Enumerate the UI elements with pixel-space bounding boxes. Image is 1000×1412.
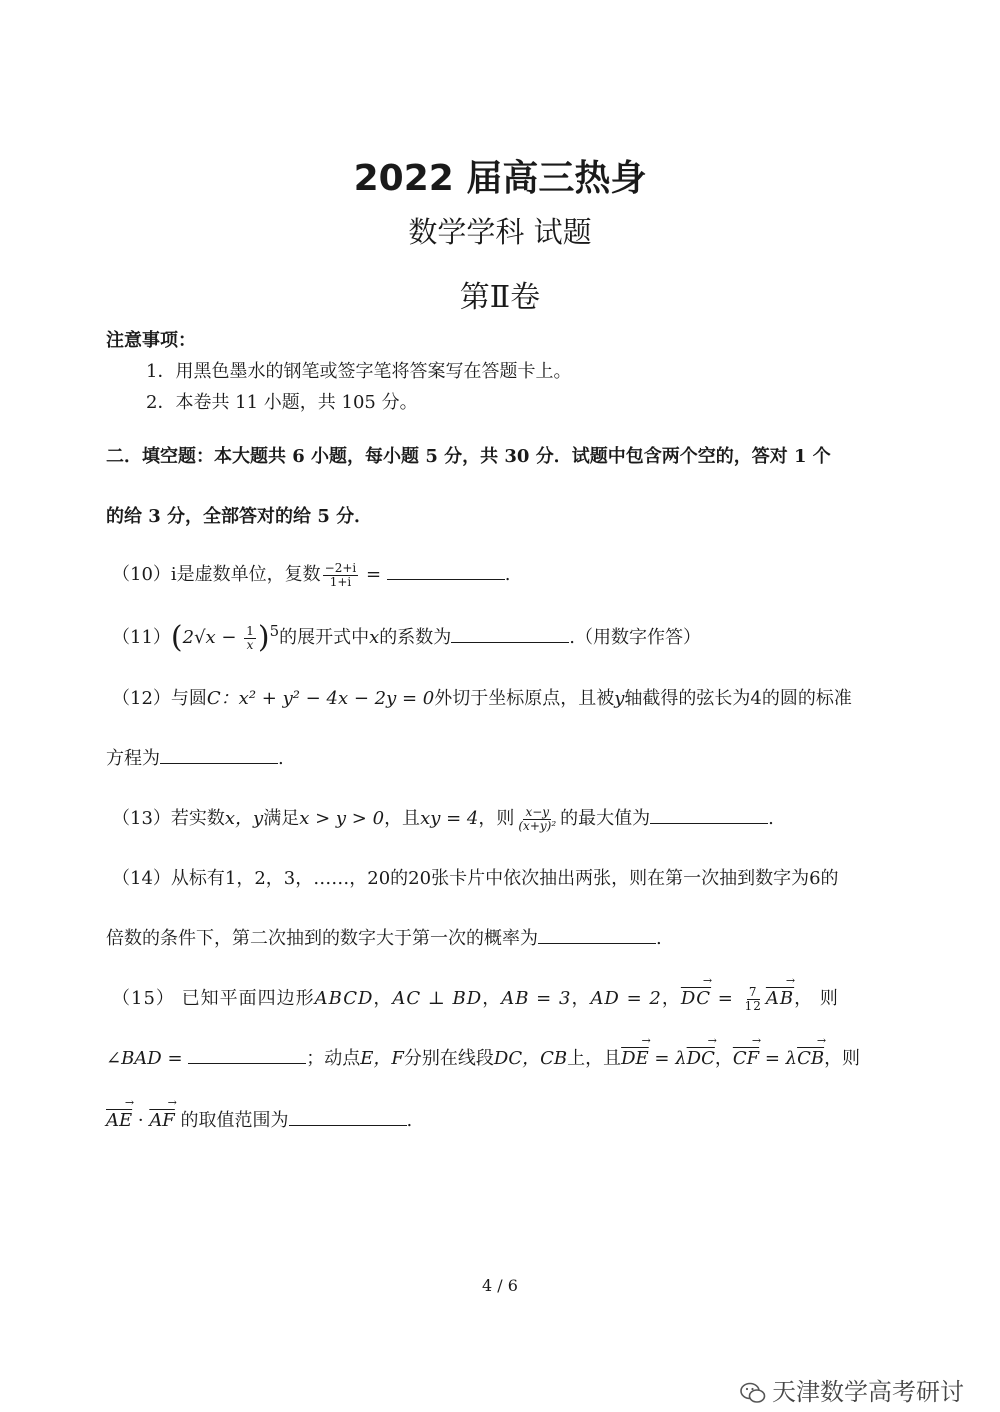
fraction: $\frac{x-y}{\text{(x+y)²}}$ [518, 804, 557, 833]
question-15-line3: $\overline{AE}$ → · $\overline{AF}$ → 的取值范围为 . [106, 1106, 412, 1132]
question-number: （11） [112, 627, 171, 648]
answer-blank[interactable] [387, 565, 505, 580]
watermark: 天津数学高考研讨 [740, 1372, 964, 1407]
section-instructions-line1: 二．填空题：本大题共 6 小题，每小题 5 分，共 30 分．试题中包含两个空的，答对 1 个 [106, 446, 831, 467]
page-number: 4 / 6 [482, 1276, 518, 1295]
wechat-icon [740, 1382, 766, 1404]
vector-de: $\overline{DE}$ → [621, 1048, 649, 1069]
vector-ae: $\overline{AE}$ → [106, 1110, 132, 1131]
question-13: （13）若实数x，y满足x > y > 0，且xy = 4，则 $\frac{x-y}{\text{(x+y)²}}$ 的最大值为 . [112, 804, 774, 833]
question-number: （15） [112, 988, 175, 1009]
question-number: （12） [112, 688, 171, 709]
exam-subtitle: 数学学科 试题 [408, 215, 592, 249]
fraction: $\frac{1}{x}$ [246, 623, 254, 652]
answer-blank[interactable] [160, 749, 278, 764]
question-number: （13） [112, 808, 171, 829]
answer-blank[interactable] [650, 809, 768, 824]
answer-blank[interactable] [451, 628, 569, 643]
section-instructions-line2: 的给 3 分，全部答对的给 5 分． [106, 506, 373, 527]
vector-dc: $\overline{DC}$ → [681, 988, 711, 1009]
question-15-line2: ∠BAD = ；动点E，F分别在线段DC，CB上，且$\overline{DE}$ → = $\lambda\overline{DC}$ →，$\overline{CF}$ → = $\lambda\overline{CB}$ →，则 [106, 1044, 860, 1070]
answer-blank[interactable] [289, 1111, 407, 1126]
answer-blank[interactable] [188, 1049, 306, 1064]
fraction: $\frac{-2+i}{1+i}$ [324, 560, 357, 589]
question-14-line2: 倍数的条件下，第二次抽到的数字大于第一次的概率为 . [106, 928, 662, 949]
question-14: （14）从标有1，2，3，……，20的20张卡片中依次抽出两张，则在第一次抽到数字为6的 [112, 868, 839, 889]
exam-title: 2022 届高三热身 [353, 158, 647, 199]
question-15: （15） 已知平面四边形ABCD，AC ⊥ BD，AB = 3，AD = 2，$\overline{DC}$ → = $\frac{7}{12}$ $\overline{AB}$ →， 则 [112, 984, 839, 1013]
vector-dc: $\overline{DC}$ → [687, 1048, 715, 1069]
vector-cf: $\overline{CF}$ → [733, 1048, 759, 1069]
question-11: （11）(2√x − $\frac{1}{x}$ )$^5$的展开式中x的系数为 .（用数字作答） [112, 620, 702, 655]
question-12: （12）与圆C：x² + y² − 4x − 2y = 0外切于坐标原点，且被y轴截得的弦长为4的圆的标准 [112, 688, 852, 709]
question-number: （10） [112, 564, 171, 585]
notes-heading: 注意事项： [106, 330, 196, 351]
vector-cb: $\overline{CB}$ → [797, 1048, 824, 1069]
note-item-2: 2．本卷共 11 小题，共 105 分。 [146, 392, 418, 413]
question-10: （10）i是虚数单位，复数 $\frac{-2+i}{1+i}$ = . [112, 560, 511, 589]
fraction: $\frac{7}{12}$ [744, 984, 762, 1013]
answer-blank[interactable] [538, 929, 656, 944]
note-item-1: 1．用黑色墨水的钢笔或签字笔将答案写在答题卡上。 [146, 361, 572, 382]
volume-label: 第Ⅱ卷 [459, 280, 541, 315]
question-12-line2: 方程为 . [106, 748, 284, 769]
vector-af: $\overline{AF}$ → [149, 1110, 175, 1131]
question-number: （14） [112, 868, 171, 889]
vector-ab: $\overline{AB}$ → [766, 988, 794, 1009]
